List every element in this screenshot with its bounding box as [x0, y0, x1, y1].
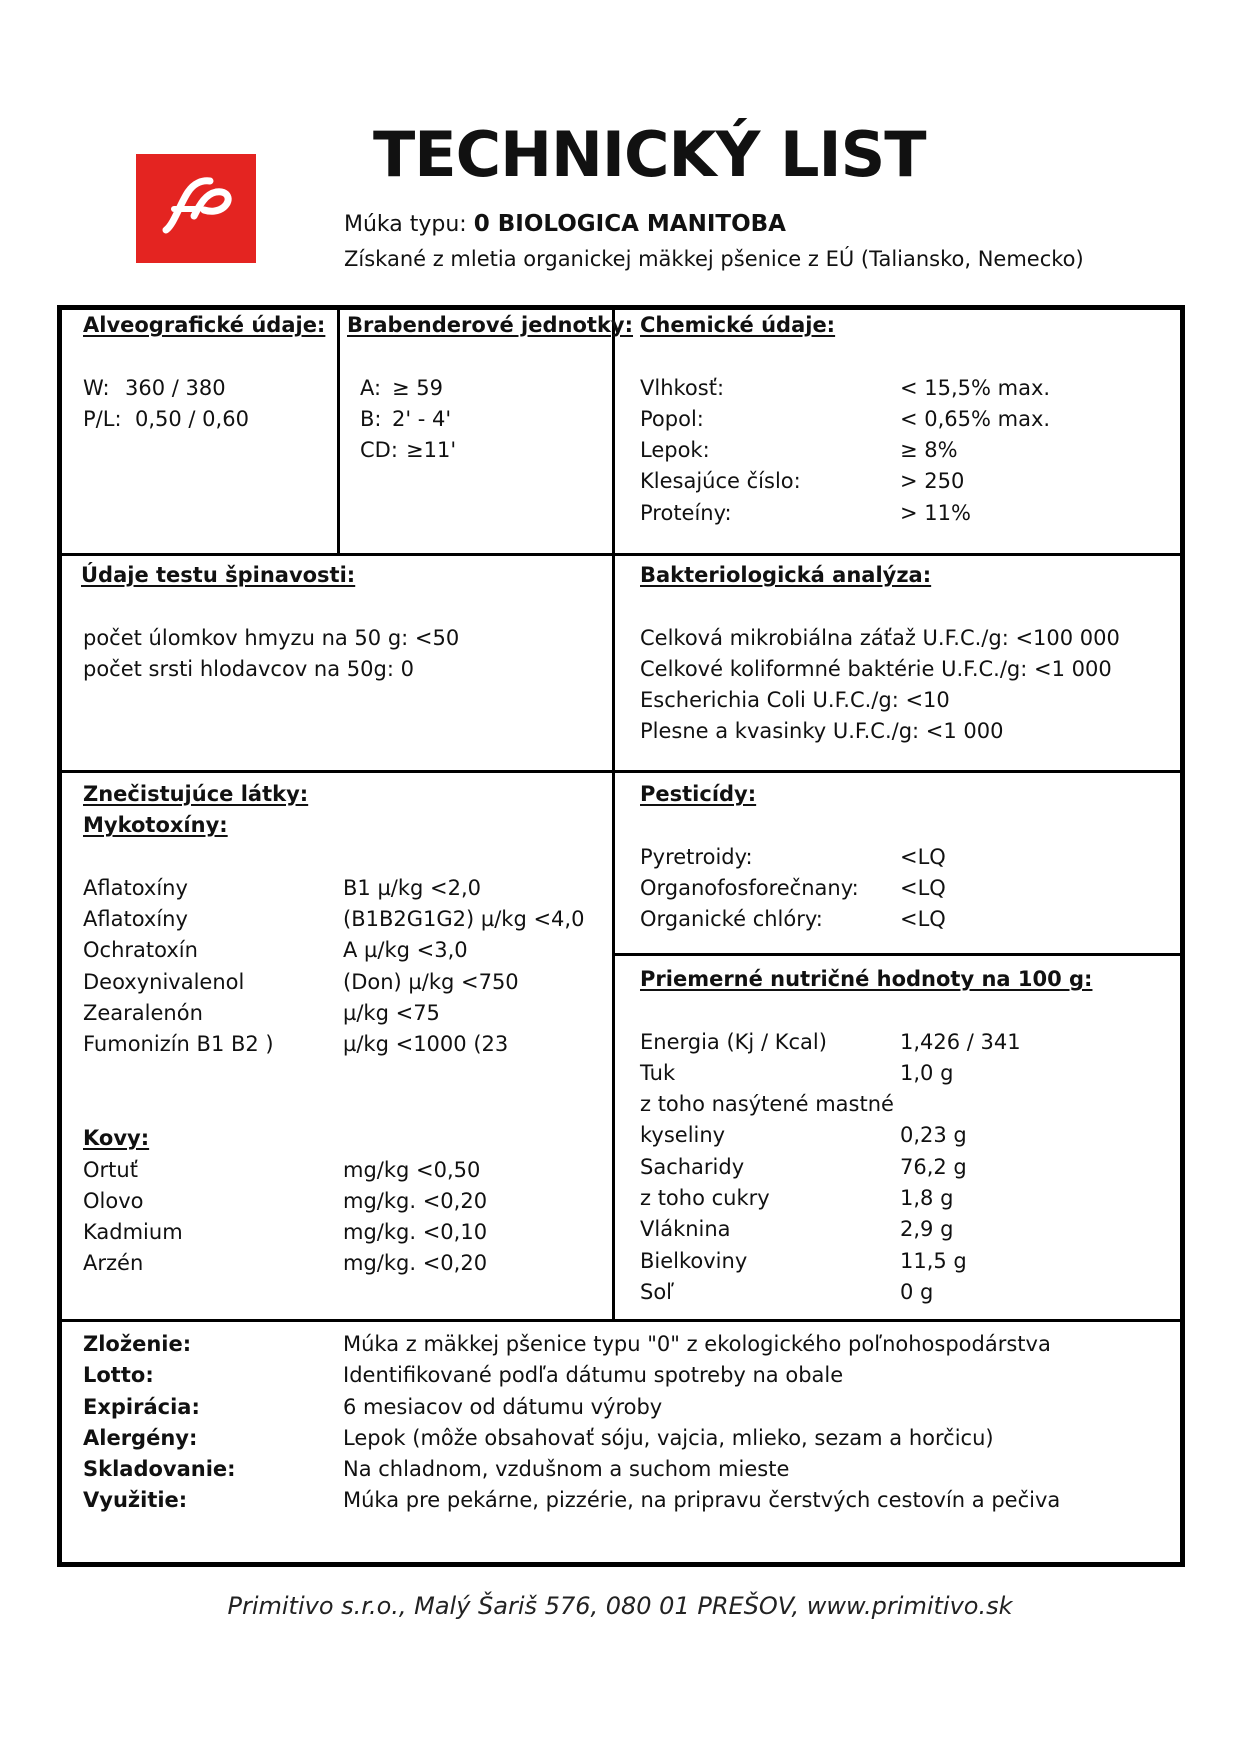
nutrition-label: Bielkoviny — [640, 1248, 748, 1273]
nutrition-row — [640, 1246, 1092, 1277]
chemical-row — [640, 498, 1050, 529]
alveograph-value: 360 / 380 — [125, 375, 226, 400]
flour-type-line — [344, 211, 786, 237]
info-value: Na chladnom, vzdušnom a suchom mieste — [343, 1457, 790, 1482]
chemical-value: ≥ 8% — [900, 438, 958, 463]
brand-logo — [136, 154, 256, 263]
brabender-label: A: — [360, 375, 382, 400]
company-footer: Primitivo s.r.o., Malý Šariš 576, 080 01 PREŠOV, www.primitivo.sk — [227, 1592, 1013, 1620]
dirt-test-line: počet úlomkov hmyzu na 50 g: <50 — [83, 625, 460, 650]
nutrition-row — [640, 1214, 1092, 1245]
page-title: TECHNICKÝ LIST — [373, 118, 926, 191]
mycotoxin-value: B1 µ/kg <2,0 — [343, 875, 482, 900]
contaminants-section — [83, 779, 584, 1280]
info-label: Zloženie: — [83, 1332, 192, 1356]
pesticide-label: Pyretroidy: — [640, 844, 753, 869]
mycotoxin-row — [83, 1029, 584, 1060]
contaminants-heading: Znečistujúce látky: — [83, 782, 309, 806]
info-label: Lotto: — [83, 1363, 154, 1388]
chemical-label: Vlhkosť: — [640, 375, 725, 400]
chemical-label: Klesajúce číslo: — [640, 469, 801, 494]
pesticide-label: Organofosforečnany: — [640, 875, 859, 900]
info-row — [83, 1392, 1060, 1423]
pesticide-row — [640, 873, 946, 904]
pesticide-value: <LQ — [900, 875, 946, 900]
alveograph-label: P/L: — [83, 406, 122, 431]
nutrition-value: 0 g — [900, 1279, 934, 1304]
brabender-value: ≥ 59 — [392, 375, 443, 400]
metal-value: mg/kg. <0,20 — [343, 1188, 488, 1213]
nutrition-row — [640, 1120, 1092, 1151]
nutrition-section — [640, 964, 1092, 1308]
spec-table — [57, 305, 1185, 1567]
bacteriology-heading: Bakteriologická analýza: — [640, 563, 932, 587]
mycotoxin-row — [83, 998, 584, 1029]
mycotoxin-label: Aflatoxíny — [83, 907, 188, 932]
mycotoxin-value: µ/kg <1000 (23 — [343, 1032, 509, 1057]
brabender-label: CD: — [360, 438, 398, 463]
nutrition-row — [640, 1152, 1092, 1183]
pesticide-value: <LQ — [900, 907, 946, 932]
divider — [62, 1319, 1180, 1322]
brabender-section — [347, 310, 633, 466]
fp-logo-icon — [136, 154, 256, 263]
nutrition-row — [640, 1058, 1092, 1089]
alveograph-value: 0,50 / 0,60 — [135, 406, 249, 431]
info-value: Múka pre pekárne, pizzérie, na pripravu čerstvých cestovín a pečiva — [343, 1488, 1061, 1513]
mycotoxin-row — [83, 873, 584, 904]
info-label: Skladovanie: — [83, 1457, 236, 1482]
brabender-label: B: — [360, 406, 382, 431]
chemical-heading: Chemické údaje: — [640, 313, 836, 337]
alveograph-section — [83, 310, 325, 435]
chemical-section — [640, 310, 1050, 529]
nutrition-row — [640, 1277, 1092, 1308]
chemical-label: Popol: — [640, 406, 704, 431]
nutrition-value: 11,5 g — [900, 1248, 967, 1273]
flour-type-value: 0 BIOLOGICA MANITOBA — [473, 211, 786, 237]
mycotoxin-row — [83, 967, 584, 998]
nutrition-label: Tuk — [640, 1060, 676, 1085]
metal-value: mg/kg. <0,20 — [343, 1251, 488, 1276]
metal-row — [83, 1248, 584, 1279]
mycotoxin-label: Deoxynivalenol — [83, 969, 245, 994]
bacteriology-line: Celková mikrobiálna záťaž U.F.C./g: <100 000 — [640, 625, 1120, 650]
nutrition-value: 1,0 g — [900, 1060, 954, 1085]
bacteriology-line: Plesne a kvasinky U.F.C./g: <1 000 — [640, 719, 1004, 744]
pesticide-row — [640, 904, 946, 935]
flour-type-label: Múka typu: — [344, 212, 467, 237]
brabender-value: ≥11' — [406, 438, 457, 463]
bacteriology-line: Escherichia Coli U.F.C./g: <10 — [640, 688, 950, 713]
brabender-value: 2' - 4' — [392, 406, 452, 431]
divider — [337, 310, 340, 556]
mycotoxin-value: A µ/kg <3,0 — [343, 938, 468, 963]
mycotoxin-row — [83, 935, 584, 966]
nutrition-value: 2,9 g — [900, 1217, 954, 1242]
nutrition-label: Vláknina — [640, 1217, 731, 1242]
pesticide-value: <LQ — [900, 844, 946, 869]
metal-label: Arzén — [83, 1251, 144, 1276]
metal-row — [83, 1217, 584, 1248]
info-label: Alergény: — [83, 1425, 198, 1450]
info-row — [83, 1329, 1060, 1360]
metal-value: mg/kg <0,50 — [343, 1157, 481, 1182]
nutrition-label: kyseliny — [640, 1123, 726, 1148]
metal-value: mg/kg. <0,10 — [343, 1220, 488, 1245]
info-value: Lepok (môže obsahovať sóju, vajcia, mlieko, sezam a horčicu) — [343, 1425, 994, 1450]
nutrition-row — [640, 1089, 1092, 1120]
dirt-test-heading: Údaje testu špinavosti: — [81, 563, 356, 587]
mycotoxin-label: Fumonizín B1 B2 ) — [83, 1032, 274, 1057]
nutrition-value: 1,8 g — [900, 1186, 954, 1211]
metal-label: Olovo — [83, 1188, 144, 1213]
brabender-row — [347, 404, 633, 435]
dirt-test-line: počet srsti hlodavcov na 50g: 0 — [83, 656, 414, 681]
mycotoxin-value: (Don) µ/kg <750 — [343, 969, 519, 994]
info-row — [83, 1485, 1060, 1516]
bacteriology-section — [640, 560, 1120, 748]
nutrition-label: z toho nasýtené mastné — [640, 1092, 894, 1117]
nutrition-row — [640, 1027, 1092, 1058]
metal-row — [83, 1155, 584, 1186]
alveograph-label: W: — [83, 375, 110, 400]
nutrition-label: Soľ — [640, 1279, 675, 1304]
alveograph-row-w — [83, 373, 325, 404]
pesticides-heading: Pesticídy: — [640, 782, 757, 806]
mycotoxin-label: Zearalenón — [83, 1001, 203, 1026]
info-label: Využitie: — [83, 1488, 188, 1513]
brabender-row — [347, 373, 633, 404]
alveograph-row-pl — [83, 404, 325, 435]
chemical-value: < 15,5% max. — [900, 375, 1051, 400]
metal-row — [83, 1186, 584, 1217]
bacteriology-line: Celkové koliformné baktérie U.F.C./g: <1 000 — [640, 656, 1112, 681]
mycotoxins-heading: Mykotoxíny: — [83, 813, 228, 838]
mycotoxin-label: Ochratoxín — [83, 938, 198, 963]
chemical-row — [640, 435, 1050, 466]
dirt-test-section — [81, 560, 459, 685]
info-row — [83, 1454, 1060, 1485]
pesticide-row — [640, 842, 946, 873]
info-value: Múka z mäkkej pšenice typu "0" z ekologického poľnohospodárstva — [343, 1332, 1051, 1356]
mycotoxin-row — [83, 904, 584, 935]
mycotoxin-value: µ/kg <75 — [343, 1001, 440, 1026]
info-row — [83, 1360, 1060, 1391]
nutrition-label: z toho cukry — [640, 1186, 770, 1211]
pesticide-label: Organické chlóry: — [640, 907, 823, 932]
nutrition-value: 76,2 g — [900, 1154, 967, 1179]
chemical-value: > 11% — [900, 500, 971, 525]
nutrition-row — [640, 1183, 1092, 1214]
chemical-row — [640, 404, 1050, 435]
pesticides-section — [640, 779, 946, 935]
metals-heading: Kovy: — [83, 1126, 150, 1151]
info-row — [83, 1423, 1060, 1454]
flour-origin: Získané z mletia organickej mäkkej pšenice z EÚ (Taliansko, Nemecko) — [344, 247, 1084, 271]
metal-label: Ortuť — [83, 1157, 138, 1182]
product-info-section — [83, 1329, 1060, 1517]
brabender-heading: Brabenderové jednotky: — [347, 313, 634, 337]
divider — [614, 953, 1180, 956]
chemical-label: Proteíny: — [640, 500, 732, 525]
chemical-value: < 0,65% max. — [900, 406, 1051, 431]
nutrition-label: Energia (Kj / Kcal) — [640, 1029, 827, 1054]
metal-label: Kadmium — [83, 1220, 183, 1245]
mycotoxin-label: Aflatoxíny — [83, 875, 188, 900]
brabender-row — [347, 435, 633, 466]
info-value: 6 mesiacov od dátumu výroby — [343, 1394, 663, 1419]
info-label: Expirácia: — [83, 1394, 200, 1419]
nutrition-value: 0,23 g — [900, 1123, 967, 1148]
chemical-label: Lepok: — [640, 438, 710, 463]
chemical-row — [640, 466, 1050, 497]
alveograph-heading: Alveografické údaje: — [83, 313, 326, 337]
chemical-row — [640, 373, 1050, 404]
nutrition-label: Sacharidy — [640, 1154, 745, 1179]
divider — [62, 553, 1180, 556]
info-value: Identifikované podľa dátumu spotreby na obale — [343, 1363, 844, 1388]
nutrition-value: 1,426 / 341 — [900, 1029, 1021, 1054]
chemical-value: > 250 — [900, 469, 965, 494]
mycotoxin-value: (B1B2G1G2) µ/kg <4,0 — [343, 907, 585, 932]
divider — [62, 770, 1180, 773]
nutrition-heading: Priemerné nutričné hodnoty na 100 g: — [640, 967, 1093, 991]
